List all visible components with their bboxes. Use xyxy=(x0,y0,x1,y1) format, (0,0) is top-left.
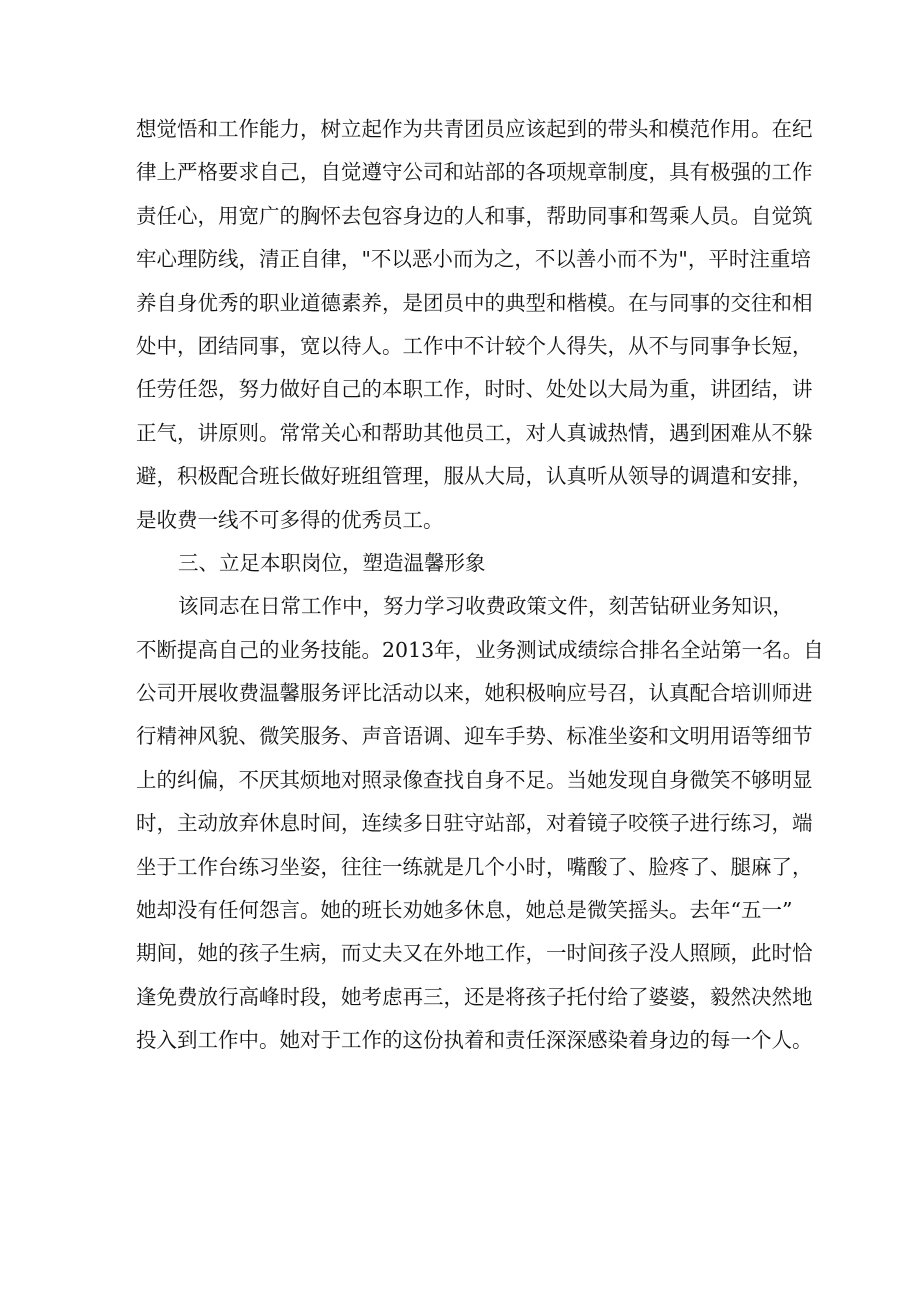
paragraph-line: 坐于工作台练习坐姿，往往一练就是几个小时，嘴酸了、脸疼了、腿麻了， xyxy=(136,854,813,879)
paragraph-line: 牢心理防线，清正自律，"不以恶小而为之，不以善小而不为"，平时注重培 xyxy=(136,247,811,272)
paragraph-line: 责任心，用宽广的胸怀去包容身边的人和事，帮助同事和驾乘人员。自觉筑 xyxy=(136,203,813,228)
paragraph-line: 避，积极配合班长做好班组管理，服从大局，认真听从领导的调遣和安排， xyxy=(136,464,813,489)
paragraph-line: 上的纠偏，不厌其烦地对照录像查找自身不足。当她发现自身微笑不够明显 xyxy=(136,767,813,792)
paragraph-line: 公司开展收费温馨服务评比活动以来，她积极响应号召，认真配合培训师进 xyxy=(136,681,813,706)
paragraph-line: 正气，讲原则。常常关心和帮助其他员工，对人真诚热情，遇到困难从不躲 xyxy=(136,420,813,445)
paragraph-line: 处中，团结同事，宽以待人。工作中不计较个人得失，从不与同事争长短， xyxy=(136,333,813,358)
section-heading: 三、立足本职岗位，塑造温馨形象 xyxy=(178,550,486,575)
paragraph-line: 她却没有任何怨言。她的班长劝她多休息，她总是微笑摇头。去年“五一” xyxy=(136,898,793,923)
paragraph-line: 该同志在日常工作中，努力学习收费政策文件，刻苦钻研业务知识， xyxy=(178,594,793,619)
paragraph-line: 逢免费放行高峰时段，她考虑再三，还是将孩子托付给了婆婆，毅然决然地 xyxy=(136,984,813,1009)
paragraph-line: 不断提高自己的业务技能。2013年，业务测试成绩综合排名全站第一名。自 xyxy=(136,637,824,662)
paragraph-line: 想觉悟和工作能力，树立起作为共青团员应该起到的带头和模范作用。在纪 xyxy=(136,117,813,141)
paragraph-line: 律上严格要求自己，自觉遵守公司和站部的各项规章制度，具有极强的工作 xyxy=(136,160,813,185)
document-body xyxy=(136,108,824,1063)
paragraph-line: 投入到工作中。她对于工作的这份执着和责任深深感染着身边的每一个人。 xyxy=(136,1028,813,1053)
paragraph-line: 养自身优秀的职业道德素养，是团员中的典型和楷模。在与同事的交往和相 xyxy=(136,290,813,315)
paragraph-line: 是收费一线不可多得的优秀员工。 xyxy=(136,507,444,532)
paragraph-line: 任劳任怨，努力做好自己的本职工作，时时、处处以大局为重，讲团结，讲 xyxy=(136,377,813,402)
paragraph-line: 时，主动放弃休息时间，连续多日驻守站部，对着镜子咬筷子进行练习，端 xyxy=(136,811,813,836)
paragraph-line: 行精神风貌、微笑服务、声音语调、迎车手势、标准坐姿和文明用语等细节 xyxy=(136,724,813,749)
paragraph-line: 期间，她的孩子生病，而丈夫又在外地工作，一时间孩子没人照顾，此时恰 xyxy=(136,941,813,966)
